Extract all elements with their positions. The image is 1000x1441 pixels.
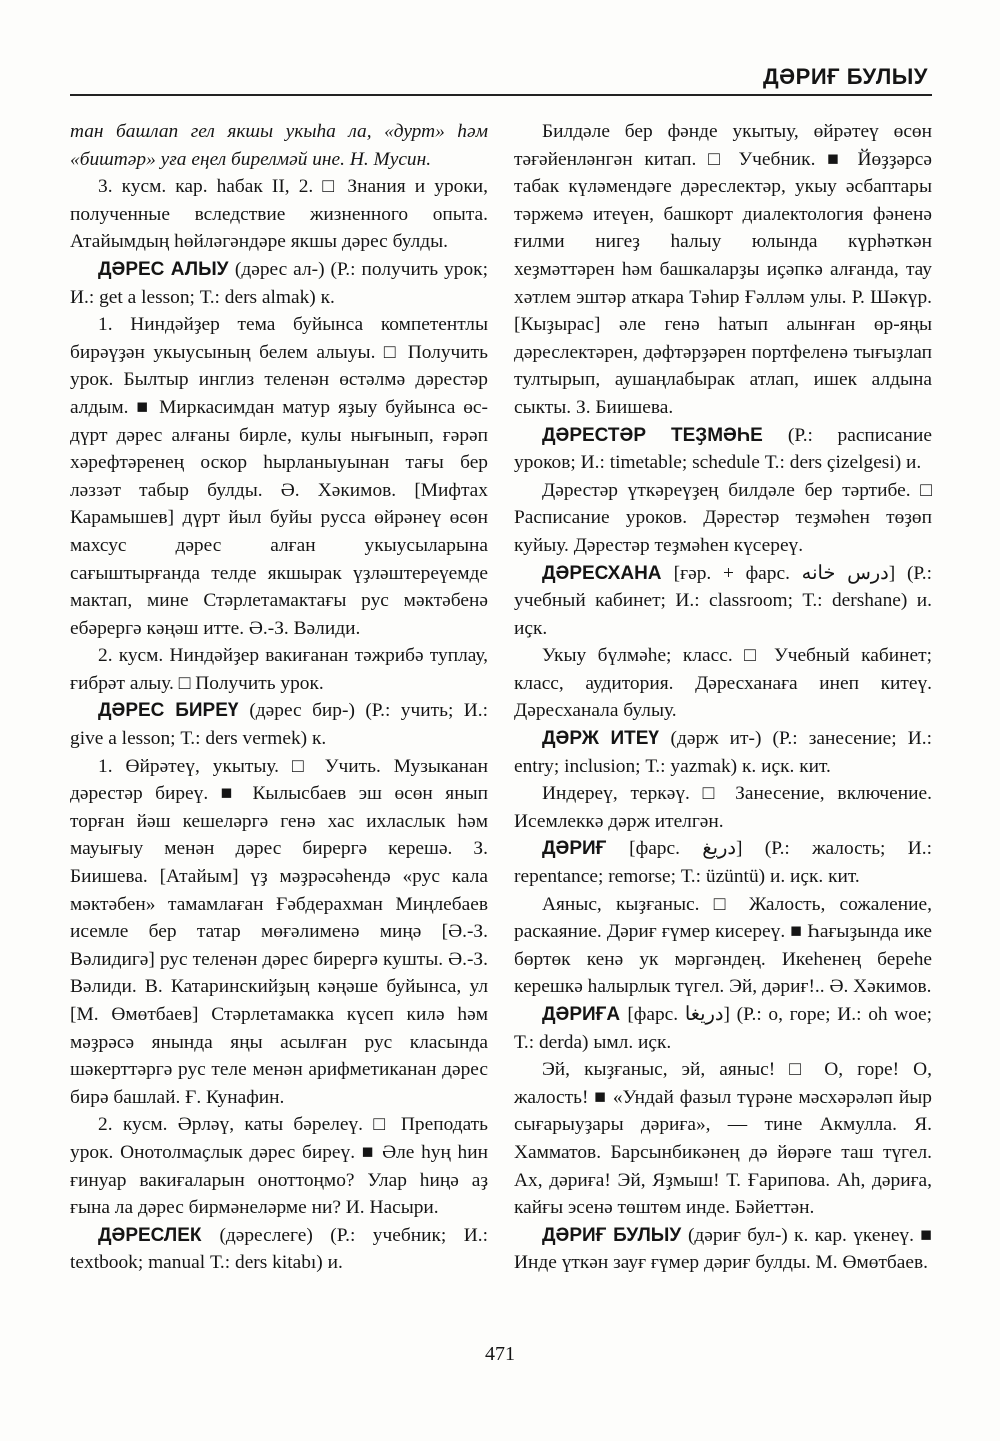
entry-paragraph: Эй, кыҙғаныс, эй, аяныс! □ О, горе! О, жалость! ■ «Ундай фазыл түрәне мәсхәрәләп йыр сығарыуҙары дәриға», — тине Акмулла. Я. Хамматов. Барсынбикәнең дә йөрәге таш түгел. Ах, дәриға! Эй, Яҙмыш! Т. Ғарипова. Ah, дәриға, кайғы эсенә төштөм инде. Бәйеттән. (514, 1059, 932, 1219)
headword-entry (514, 422, 932, 477)
headword-definition: (Р.: расписание уроков; И.: timetable; schedule Т.: ders çizelgesi) и. (514, 424, 932, 474)
headword: ДӘРЖ ИТЕҮ (542, 728, 671, 750)
running-header (70, 62, 932, 96)
entry-paragraph: 3. кусм. кар. һабак II, 2. □ Знания и уроки, полученные вследствие жизненного опыта. Атайымдың һөйләгәндәре якшы дәрес булды. (70, 176, 488, 253)
entry-paragraph: Билдәле бер фәнде укытыу, өйрәтеү өсөн тәғәйенләнгән китап. □ Учебник. ■ Йөҙҙәрсә табак күләмендәге дәреслектәр, укыу әсбаптары тәржемә итеүен, башкорт диалектология фәненә ғилми нигеҙ һалыу юлында күрһәткән хеҙмәттәрен һәм башкаларҙы иҫәпкә алғанда, тау хәтлем эштәр аткара Тәһир Ғәлләм улы. Р. Шәкүр. [Кыҙырас] әле генә һатып алынған өр-яңы дәреслектәрен, дәфтәрҙәрен портфеленә тығыҙлап тултырып, аушаңлабырак атлап, ишек алдына сыкты. З. Биишева. (514, 121, 932, 418)
headword: ДӘРЕС БИРЕҮ (98, 700, 250, 722)
entry-paragraph: Дәрестәр үткәреүҙең билдәле бер тәртибе. □ Расписание уроков. Дәрестәр теҙмәһен төҙөп куйыу. Дәрестәр теҙмәһен күсереү. (514, 479, 932, 556)
headword: ДӘРИҒ (542, 838, 630, 860)
entry-paragraph: тан башлап гел якшы укыһа ла, «дурт» һәм «биштәр» уға еңел бирелмәй ине. Н. Мусин. (70, 121, 488, 170)
headword-definition: (дәрес ал-) (Р.: получить урок; И.: get a lesson; Т.: ders almak) к. (70, 258, 488, 308)
headword: ДӘРЕС АЛЫУ (98, 258, 235, 280)
page-number: 471 (485, 1343, 515, 1365)
headword: ДӘРЕСЛЕК (98, 1224, 220, 1246)
right-column (514, 118, 932, 1277)
entry-paragraph: Аяныс, кыҙғаныс. □ Жалость, сожаление, раскаяние. Дәриғ ғүмер кисереү. ■ Һағыҙында ике бөртөк кенә ук мәргәндең. Икеһенең береһе керешкә һалырлык түгел. Эй, дәриғ!.. Ә. Хәкимов. (514, 893, 932, 998)
headword-definition: [фарс. دریغا] (Р.: о, горе; И.: oh woe; Т.: derda) ымл. иҫк. (514, 1004, 933, 1053)
headword: ДӘРИҒА (542, 1004, 628, 1025)
entry-paragraph: 2. кусм. Әрләү, каты бәрелеү. □ Преподать урок. Онотолмаҫлык дәрес биреү. ■ Әле һуң һин ғинуар вакиғаларын оноттоңмо? Улар һиңә аҙ ғына ла дәрес бирмәнеләрме ни? И. Насыри. (70, 1114, 488, 1219)
headword-entry (70, 697, 488, 752)
headword-definition: (дәреслеге) (Р.: учебник; И.: textbook; manual Т.: ders kitabı) и. (70, 1224, 488, 1274)
headword-entry (70, 1222, 488, 1277)
running-title: ДӘРИҒ БУЛЫУ (763, 64, 928, 89)
headword-definition: (дәрж ит-) (Р.: занесение; И.: entry; inclusion; Т.: yazmak) к. иҫк. кит. (514, 728, 932, 777)
headword: ДӘРЕСТӘР ТЕҘМӘҺЕ (542, 424, 788, 446)
left-column (70, 118, 488, 1277)
headword-definition: [ғәр. + фарс. درس خانه] (Р.: учебный кабинет; И.: classroom; Т.: dershane) и. иҫк. (514, 562, 932, 639)
headword: ДӘРЕСХАНА (542, 562, 674, 584)
headword-definition: [фарс. دریغ] (Р.: жалость; И.: repentance; remorse; Т.: üzüntü) и. иҫк. кит. (514, 838, 932, 888)
headword-entry (514, 560, 932, 643)
headword-entry (514, 725, 932, 780)
headword-entry (514, 1222, 932, 1277)
headword-entry (70, 256, 488, 311)
headword: ДӘРИҒ БУЛЫУ (542, 1224, 688, 1246)
headword-definition: (дәрес бир-) (Р.: учить; И.: give a lesson; Т.: ders vermek) к. (70, 700, 488, 750)
headword-entry (514, 1001, 932, 1056)
entry-paragraph: Индереү, теркәү. □ Занесение, включение. Исемлеккә дәрж ителгән. (514, 783, 932, 832)
entry-paragraph: 1. Өйрәтеү, укытыу. □ Учить. Музыканан дәрестәр биреү. ■ Кылысбаев эш өсөн янып торған йәш кешеләргә генә хас ихласлык һәм мауығыу менән дәрес бирергә керешә. З. Биишева. [Атайым] үҙ мәҙрәсәһендә «рус кала мәктәбен» тамамлаған Ғәбдерахман Миңлебаев исемле бер татар мөғәлименә миңә [Ә.-З. Вәлидигә] рус теленән дәрес бирергә кушты. Ә.-З. Вәлиди. В. Катаринскийҙың кәңәше буйынса, ул [М. Өмөтбаев] Стәрлетамакка күсеп килә һәм мәҙрәсә янында яңы асылған рус класында шәкерттәргә рус теле менән арифметиканан дәрес бирә башлай. Ғ. Кунафин. (70, 755, 488, 1108)
entry-paragraph: 2. кусм. Ниндәйҙер вакиғанан тәжрибә туплау, ғибрәт алыу. □ Получить урок. (70, 645, 488, 694)
entry-paragraph: Укыу бүлмәһе; класс. □ Учебный кабинет; класс, аудитория. Дәресханаға инеп китеү. Дәресханала булыу. (514, 645, 932, 722)
headword-definition: (дәриғ бул-) к. кар. үкенеү. ■ Инде үткән зауғ ғүмер дәриғ булды. М. Өмөтбаев. (514, 1224, 932, 1274)
headword-entry (514, 835, 932, 890)
entry-paragraph: 1. Ниндәйҙер тема буйынса компетентлы бирәүҙән укыусының белем алыуы. □ Получить урок. Былтыр инглиз теленән өстәлмә дәрестәр алдым. ■ Миркасимдан матур яҙыу буйынса өс-дүрт дәрес алғаны бирле, кулы нығынып, ғәрәп хәрефтәренең оскор һырланыуынан тағы бер ләззәт табыр булды. Ә. Хәкимов. [Мифтах Карамышев] дүрт йыл буйы русса өйрәнеү өсөн махсус дәрес алған укыусыларына сағыштырғанда телде якшырак үҙләштереүемде мактап, мине Стәрлетамактағы рус мәктәбенә ебәрергә кәңәш итте. Ә.-З. Вәлиди. (70, 314, 488, 639)
